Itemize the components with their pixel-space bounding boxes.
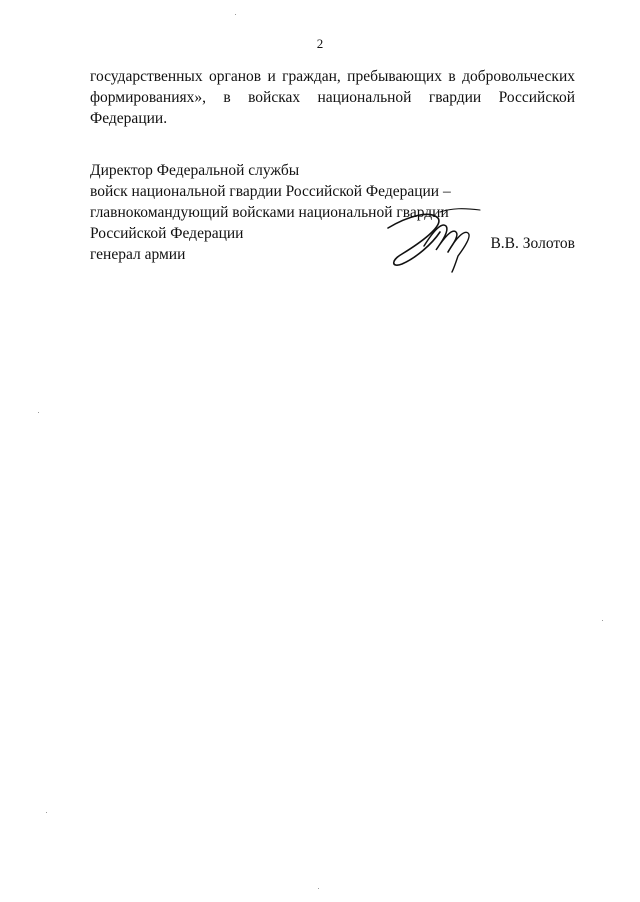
handwritten-signature bbox=[380, 198, 490, 273]
body-line: Федерации. bbox=[90, 110, 168, 127]
body-line: формированиях», в войсках национальной гвардии Российской bbox=[90, 89, 575, 106]
scan-speck bbox=[38, 412, 39, 413]
scan-speck bbox=[602, 620, 603, 621]
signer-position-line: Директор Федеральной службы bbox=[90, 162, 300, 179]
body-line: государственных органов и граждан, пребывающих в добровольческих bbox=[90, 68, 575, 85]
signer-rank: генерал армии bbox=[90, 246, 186, 263]
signer-position-line: войск национальной гвардии Российской Федерации – bbox=[90, 183, 451, 200]
page-number: 2 bbox=[316, 36, 324, 51]
signer-position-line: Российской Федерации bbox=[90, 225, 244, 242]
scan-speck bbox=[235, 14, 236, 15]
signer-name: В.В. Золотов bbox=[490, 235, 575, 252]
signer-position-line: главнокомандующий войсками национальной гвардии bbox=[90, 204, 449, 221]
body-paragraph bbox=[90, 66, 575, 129]
scan-speck bbox=[318, 888, 319, 889]
scan-speck bbox=[46, 812, 47, 813]
